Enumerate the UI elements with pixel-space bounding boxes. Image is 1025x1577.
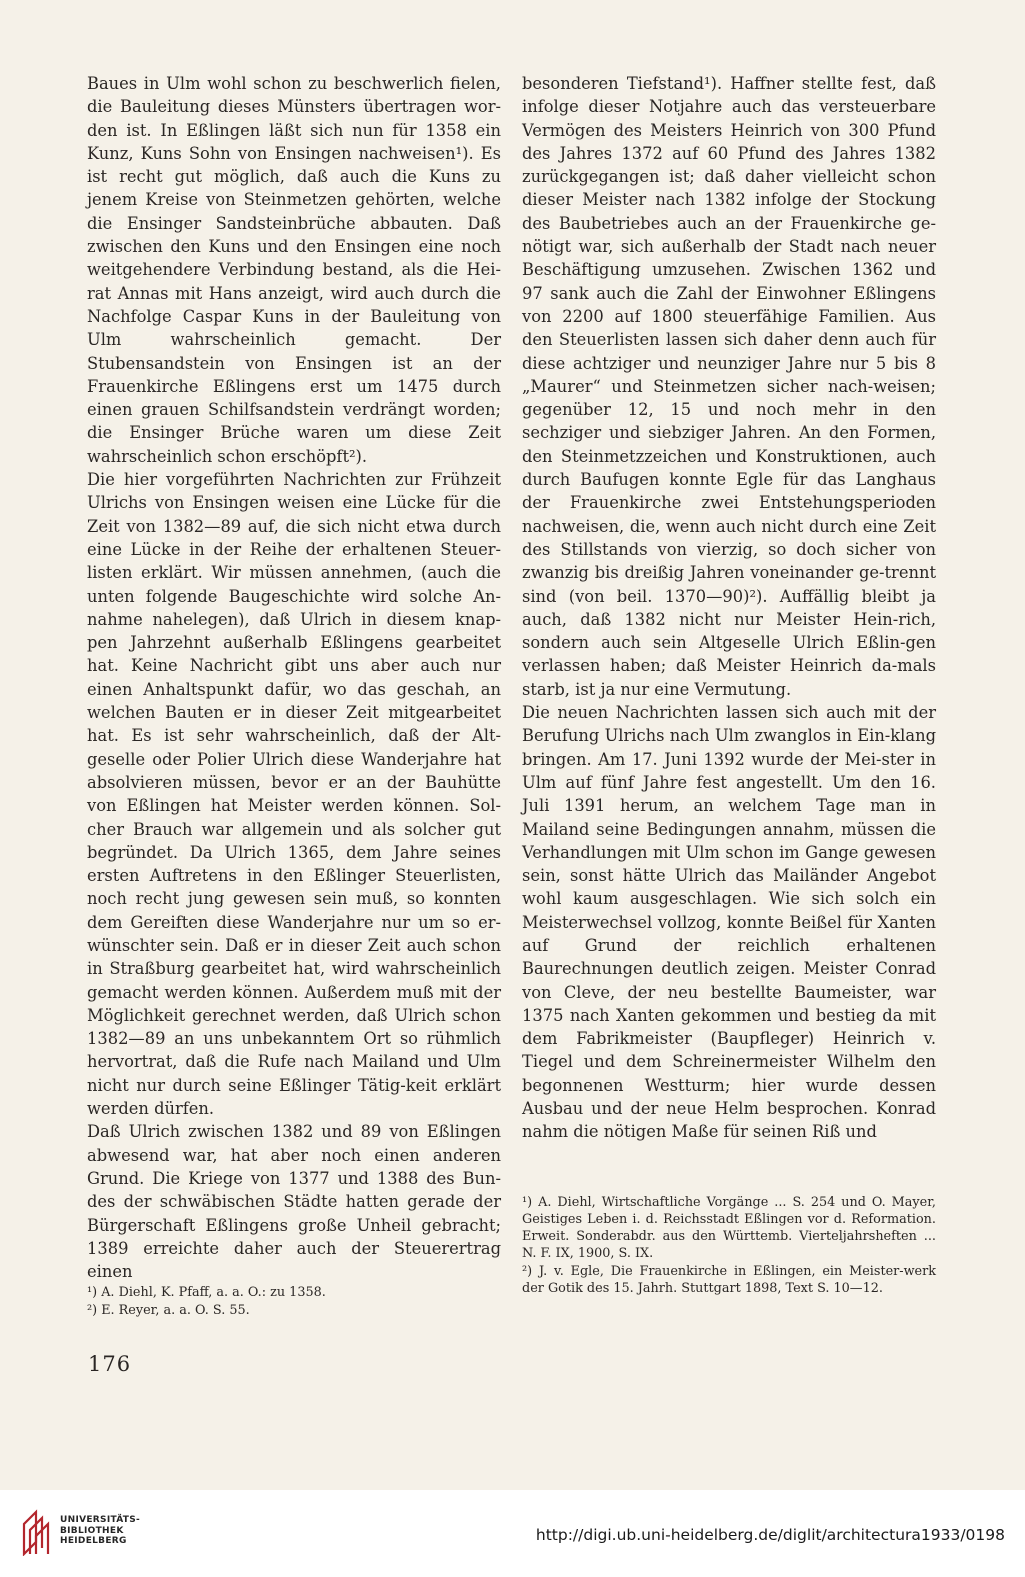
library-name-line-1: UNIVERSITÄTS- [60,1515,141,1525]
left-paragraph-2: Die hier vorgeführten Nachrichten zur Frühzeit Ulrichs von Ensingen weisen eine Lücke für die Zeit von 1382—89 auf, die sich nicht etwa durch eine Lücke in der Reihe der erhaltenen Steuer-listen erklärt. Wir müssen annehmen, (auch die unten folgende Baugeschichte wird solche An-nahme nahelegen), daß Ulrich in diesem knap-pen Jahrzehnt außerhalb Eßlingens gearbeitet hat. Keine Nachricht gibt uns aber auch nur einen Anhaltspunkt dafür, wo das geschah, an welchen Bauten er in dieser Zeit mitgearbeitet hat. Es ist sehr wahrscheinlich, daß der Alt-geselle oder Polier Ulrich diese Wanderjahre hat absolvieren müssen, bevor er an der Bauhütte von Eßlingen hat Meister werden können. Sol-cher Brauch war allgemein und als solcher gut begründet. Da Ulrich 1365, dem Jahre seines ersten Auftretens in den Eßlinger Steuerlisten, noch recht jung gewesen sein muß, so konnten dem Gereiften diese Wanderjahre nur um so er-wünschter sein. Daß er in dieser Zeit auch schon in Straßburg gearbeitet hat, wird wahrscheinlich gemacht werden können. Außerdem muß mit der Möglichkeit gerechnet werden, daß Ulrich schon 1382—89 an uns unbekanntem Ort so rühmlich hervortrat, daß die Rufe nach Mailand und Ulm nicht nur durch seine Eßlinger Tätig-keit erklärt werden dürfen. [87,470,501,1119]
left-footnotes [87,1284,501,1320]
right-paragraph-1: besonderen Tiefstand¹). Haffner stellte fest, daß infolge dieser Notjahre auch das versteuerbare Vermögen des Meisters Heinrich von 300 Pfund des Jahres 1372 auf 60 Pfund des Jahres 1382 zurückgegangen ist; daß daher vielleicht schon dieser Meister nach 1382 infolge der Stockung des Baubetriebes auch an der Frauenkirche ge-nötigt war, sich außerhalb der Stadt nach neuer Beschäftigung umzusehen. Zwischen 1362 und 97 sank auch die Zahl der Einwohner Eßlingens von 2200 auf 1800 steuerfähige Familien. Aus den Steuerlisten lassen sich daher denn auch für diese achtziger und neunziger Jahre nur 5 bis 8 „Maurer“ und Steinmetzen sicher nach-weisen; gegenüber 12, 15 und noch mehr in den sechziger und siebziger Jahren. An den Formen, den Steinmetzzeichen und Konstruktionen, auch durch Baufugen konnte Egle für das Langhaus der Frauenkirche zwei Entstehungsperioden nachweisen, die, wenn auch nicht durch eine Zeit des Stillstands von vierzig, so doch sicher von zwanzig bis dreißig Jahren voneinander ge-trennt sind (von beil. 1370—90)²). Auffällig bleibt ja auch, daß 1382 nicht nur Meister Hein-rich, sondern auch sein Altgeselle Ulrich Eßlin-gen verlassen haben; daß Meister Heinrich da-mals starb, ist ja nur eine Vermutung. [522,74,936,699]
ub-heidelberg-logo-icon[interactable] [22,1504,52,1556]
right-column [522,72,936,1296]
page-number: 176 [88,1352,132,1376]
left-column [87,72,501,1318]
right-footnote-2: ²) J. v. Egle, Die Frauenkirche in Eßlingen, ein Meister-werk der Gotik des 15. Jahrh. Stuttgart 1898, Text S. 10—12. [522,1264,936,1296]
right-column-text [522,72,936,1144]
left-paragraph-3: Daß Ulrich zwischen 1382 und 89 von Eßlingen abwesend war, hat aber noch einen anderen Grund. Die Kriege von 1377 und 1388 des Bun-des der schwäbischen Städte hatten gerade der Bürgerschaft Eßlingens große Unheil gebracht; 1389 erreichte daher auch der Steuerertrag einen [87,1122,501,1282]
permalink-url[interactable]: http://digi.ub.uni-heidelberg.de/diglit/architectura1933/0198 [535,1526,1005,1544]
right-footnotes [522,1194,936,1298]
library-name [60,1515,140,1547]
left-footnote-1: ¹) A. Diehl, K. Pfaff, a. a. O.: zu 1358. [87,1285,326,1300]
viewer-footer [0,1490,1025,1577]
left-paragraph-1: Baues in Ulm wohl schon zu beschwerlich fielen, die Bauleitung dieses Münsters übertragen wor-den ist. In Eßlingen läßt sich nun für 1358 ein Kunz, Kuns Sohn von Ensingen nachweisen¹). Es ist recht gut möglich, daß auch die Kuns zu jenem Kreise von Steinmetzen gehörten, welche die Ensinger Sandsteinbrüche abbauten. Daß zwischen den Kuns und den Ensingen eine noch weitgehendere Verbindung bestand, als die Hei-rat Annas mit Hans anzeigt, wird auch durch die Nachfolge Caspar Kuns in der Bauleitung von Ulm wahrscheinlich gemacht. Der Stubensandstein von Ensingen ist an der Frauenkirche Eßlingens erst um 1475 durch einen grauen Schilfsandstein verdrängt worden; die Ensinger Brüche waren um diese Zeit wahrscheinlich schon erschöpft²). [87,74,501,466]
library-name-line-2: BIBLIOTHEK [60,1525,124,1536]
left-column-text [87,72,501,1283]
library-name-line-3: HEIDELBERG [60,1536,127,1546]
right-footnote-1: ¹) A. Diehl, Wirtschaftliche Vorgänge ... S. 254 und O. Mayer, Geistiges Leben i. d. Reichsstadt Eßlingen vor d. Reformation. Erweit. Sonderabdr. aus den Württemb. Vierteljahrsheften ... N. F. IX, 1900, S. IX. [522,1195,936,1261]
left-footnote-2: ²) E. Reyer, a. a. O. S. 55. [87,1303,250,1318]
right-paragraph-2: Die neuen Nachrichten lassen sich auch mit der Berufung Ulrichs nach Ulm zwanglos in Ein-klang bringen. Am 17. Juni 1392 wurde der Mei-ster in Ulm auf fünf Jahre fest angestellt. Um den 16. Juli 1391 herum, an welchem Tage man in Mailand seine Bedingungen annahm, müssen die Verhandlungen mit Ulm schon im Gange gewesen sein, sonst hätte Ulrich das Mailänder Angebot wohl kaum ausgeschlagen. Wie sich solch ein Meisterwechsel vollzog, konnte Beißel für Xanten auf Grund der reichlich erhaltenen Baurechnungen deutlich zeigen. Meister Conrad von Cleve, der neu bestellte Baumeister, war 1375 nach Xanten gekommen und bestieg da mit dem Fabrikmeister (Baupfleger) Heinrich v. Tiegel und dem Schreinermeister Wilhelm den begonnenen Westturm; hier wurde dessen Ausbau und der neue Helm besprochen. Konrad nahm die nötigen Maße für seinen Riß und [522,703,936,1142]
